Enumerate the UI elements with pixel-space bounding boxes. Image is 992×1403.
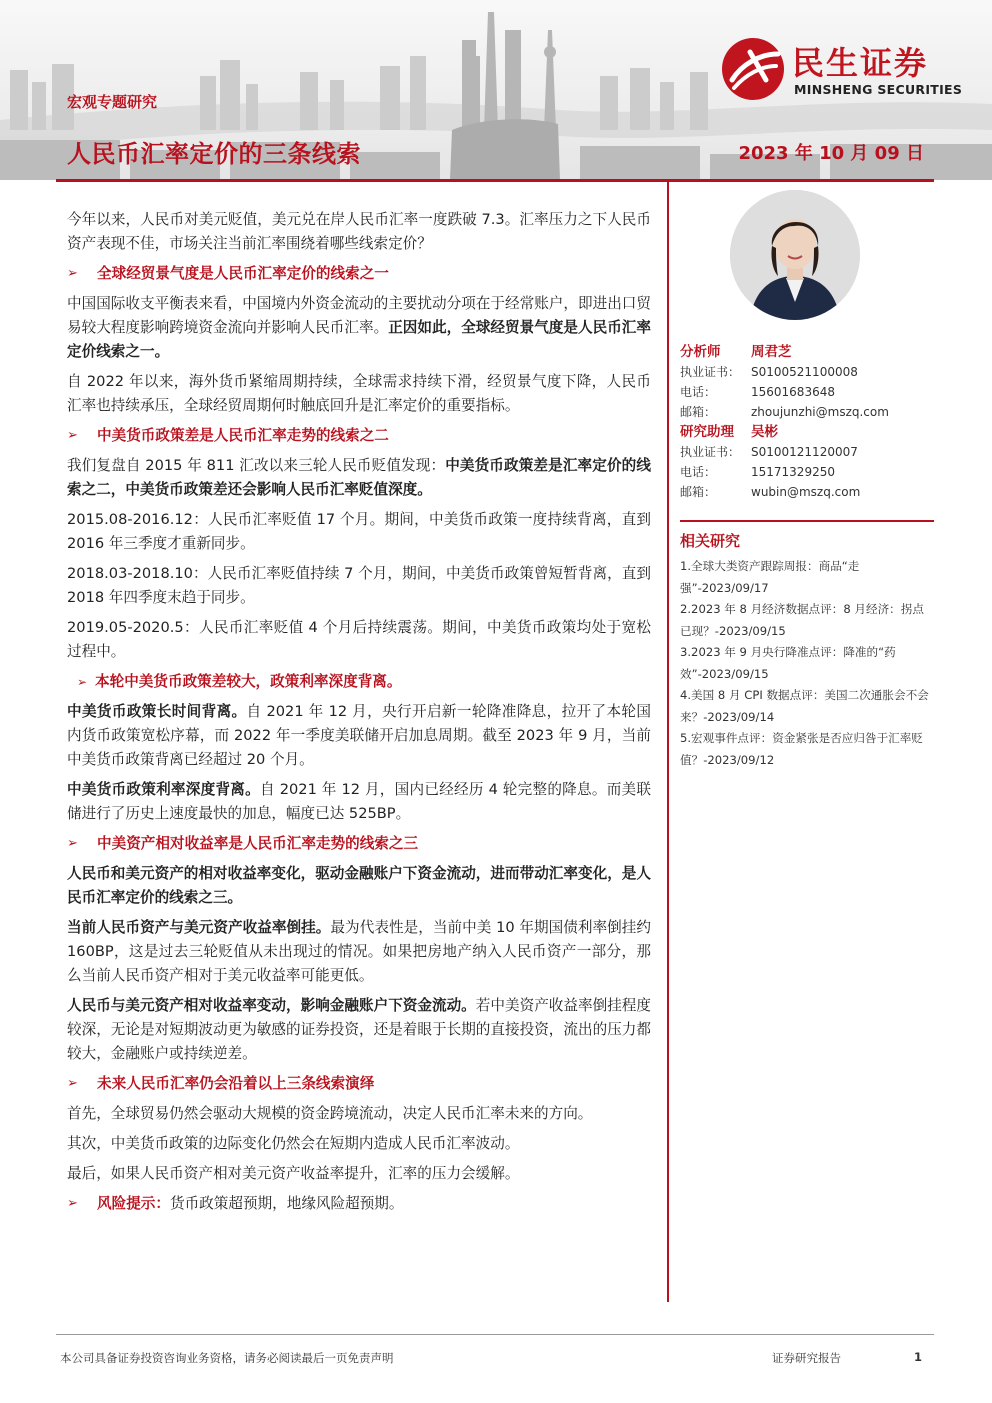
analyst-name: 吴彬 [751, 424, 778, 440]
body-paragraph [67, 292, 651, 364]
header-banner [0, 0, 992, 180]
body-text: 自 2021 年 12 月，央行开启新一轮降准降息，拉开了本轮国内货币政策宽松序幕，而 2022 年一季度美联储开启加息周期。截至 2023 年 9 月，当前中美货币政策背离已经超过 20 个月。 [67, 703, 651, 768]
subsection-heading [77, 670, 651, 694]
risk-text: 货币政策超预期，地缘风险超预期。 [169, 1195, 404, 1212]
bold-text: 当前人民币资产与美元资产收益率倒挂。 [67, 919, 331, 936]
risk-label: 风险提示： [97, 1195, 170, 1212]
body-text: 自 2021 年 12 月，国内已经经历 4 轮完整的降息。而美联储进行了历史上速度最快的加息，幅度已达 525BP。 [67, 781, 651, 822]
related-item[interactable]: 3.2023 年 9 月央行降准点评：降准的“药效”-2023/09/15 [680, 645, 896, 681]
page-number: 1 [914, 1350, 923, 1364]
cert-label: 执业证书： [680, 365, 741, 379]
section-heading-3 [67, 832, 651, 856]
report-date: 2023 年 10 月 09 日 [738, 143, 924, 164]
body-paragraph: 自 2022 年以来，海外货币紧缩周期持续，全球需求持续下滑，经贸景气度下降，人民币汇率也持续承压，全球经贸周期何时触底回升是汇率定价的重要指标。 [67, 373, 651, 414]
column-divider [667, 182, 669, 1302]
bold-text: 正因如此，全球经贸景气度是人民币汇率定价线索之一。 [67, 319, 651, 360]
arrow-bullet-icon: ➢ [67, 1196, 78, 1211]
intro-paragraph: 今年以来，人民币对美元贬值，美元兑在岸人民币汇率一度跌破 7.3。汇率压力之下人民币资产表现不佳，市场关注当前汇率围绕着哪些线索定价？ [67, 211, 651, 252]
section-title: 全球经贸景气度是人民币汇率定价的线索之一 [97, 265, 389, 282]
logo-emblem-icon [720, 36, 786, 102]
risk-warning [67, 1192, 651, 1216]
body-text: 若中美资产收益率倒挂程度较深，无论是对短期波动更为敏感的证券投资，还是着眼于长期的直接投资，流出的压力都较大，金融账户或持续逆差。 [67, 997, 651, 1062]
analyst-1-email [680, 402, 934, 422]
page-title: 人民币汇率定价的三条线索 [67, 140, 361, 168]
analyst-2-header [680, 422, 934, 442]
section-heading-4 [67, 1072, 651, 1096]
body-paragraph: 其次，中美货币政策的边际变化仍然会在短期内造成人民币汇率波动。 [67, 1135, 520, 1152]
arrow-bullet-icon: ➢ [67, 836, 78, 851]
body-paragraph [67, 994, 651, 1066]
body-text: 中国国际收支平衡表来看，中国境内外资金流动的主要扰动分项在于经常账户，即进出口贸易较大程度影响跨境资金流向并影响人民币汇率。 [67, 295, 651, 336]
analyst-photo [730, 190, 860, 320]
section-title: 未来人民币汇率仍会沿着以上三条线索演绎 [97, 1075, 375, 1092]
related-item[interactable]: 5.宏观事件点评：资金紧张是否应归咎于汇率贬值？-2023/09/12 [680, 731, 923, 767]
body-paragraph: 首先，全球贸易仍然会驱动大规模的资金跨境流动，决定人民币汇率未来的方向。 [67, 1105, 593, 1122]
email-label: 邮箱： [680, 405, 717, 419]
related-item[interactable]: 1.全球大类资产跟踪周报：商品“走强”-2023/09/17 [680, 559, 860, 595]
main-content [67, 208, 651, 1216]
brand-logo [720, 36, 980, 106]
related-title: 相关研究 [680, 532, 741, 550]
body-paragraph: 人民币和美元资产的相对收益率变化，驱动金融账户下资金流动，进而带动汇率变化，是人民币汇率定价的线索之三。 [67, 865, 651, 906]
body-paragraph: 2019.05-2020.5：人民币汇率贬值 4 个月后持续震荡。期间，中美货币政策均处于宽松过程中。 [67, 619, 651, 660]
body-paragraph [67, 454, 651, 502]
cert-value: S0100521100008 [751, 365, 858, 379]
brand-name-en: MINSHENG SECURITIES [794, 82, 963, 97]
related-item[interactable]: 4.美国 8 月 CPI 数据点评：美国二次通胀会不会来？-2023/09/14 [680, 688, 929, 724]
analyst-name: 周君芝 [751, 344, 792, 360]
section-heading-1 [67, 262, 651, 286]
phone-label: 电话： [680, 465, 717, 479]
report-category: 宏观专题研究 [67, 93, 158, 111]
body-paragraph [67, 916, 651, 988]
analyst-1-cert [680, 362, 934, 382]
arrow-bullet-icon: ➢ [67, 428, 78, 443]
body-paragraph: 2018.03-2018.10：人民币汇率贬值持续 7 个月，期间，中美货币政策曾短暂背离，直到 2018 年四季度末趋于同步。 [67, 565, 651, 606]
related-divider [680, 520, 934, 522]
brand-name-cn: 民生证券 [792, 44, 929, 82]
analyst-2-email [680, 482, 934, 502]
analyst-info [680, 342, 934, 502]
analyst-1-header [680, 342, 934, 362]
phone-value: 15171329250 [751, 465, 835, 479]
analyst-role: 研究助理 [680, 424, 734, 440]
bold-text: 中美货币政策利率深度背离。 [67, 781, 260, 798]
body-text: 我们复盘自 2015 年 811 汇改以来三轮人民币贬值发现： [67, 457, 446, 474]
cert-label: 执业证书： [680, 445, 741, 459]
related-item[interactable]: 2.2023 年 8 月经济数据点评：8 月经济：拐点已现？-2023/09/15 [680, 602, 924, 638]
header-divider [56, 179, 934, 182]
body-paragraph: 最后，如果人民币资产相对美元资产收益率提升，汇率的压力会缓解。 [67, 1165, 520, 1182]
analyst-2-cert [680, 442, 934, 462]
body-paragraph [67, 700, 651, 772]
section-heading-2 [67, 424, 651, 448]
section-title: 中美资产相对收益率是人民币汇率走势的线索之三 [97, 835, 419, 852]
analyst-portrait-image [730, 190, 860, 320]
arrow-bullet-icon: ➢ [67, 1076, 78, 1091]
cert-value: S0100121120007 [751, 445, 858, 459]
email-link[interactable]: wubin@mszq.com [751, 485, 861, 499]
body-paragraph: 2015.08-2016.12：人民币汇率贬值 17 个月。期间，中美货币政策一度持续背离，直到 2016 年三季度才重新同步。 [67, 511, 651, 552]
arrow-bullet-icon: ➢ [77, 675, 88, 689]
footer-divider [56, 1334, 934, 1335]
body-paragraph [67, 778, 651, 826]
phone-label: 电话： [680, 385, 717, 399]
subsection-title: 本轮中美货币政策差较大，政策利率深度背离。 [95, 673, 402, 690]
arrow-bullet-icon: ➢ [67, 266, 78, 281]
section-title: 中美货币政策差是人民币汇率走势的线索之二 [97, 427, 389, 444]
email-link[interactable]: zhoujunzhi@mszq.com [751, 405, 889, 419]
analyst-role: 分析师 [680, 344, 721, 360]
related-list [680, 556, 930, 771]
phone-value: 15601683648 [751, 385, 835, 399]
bold-text: 中美货币政策差是汇率定价的线索之二，中美货币政策差还会影响人民币汇率贬值深度。 [67, 457, 651, 498]
analyst-1-phone [680, 382, 934, 402]
body-text: 最为代表性是，当前中美 10 年期国债利率倒挂约 160BP，这是过去三轮贬值从未出现过的情况。如果把房地产纳入人民币资产一部分，那么当前人民币资产相对于美元收益率可能更低。 [67, 919, 651, 984]
email-label: 邮箱： [680, 485, 717, 499]
footer-disclaimer: 本公司具备证券投资咨询业务资格，请务必阅读最后一页免责声明 [60, 1351, 394, 1365]
footer-doc-type: 证券研究报告 [772, 1351, 841, 1365]
bold-text: 中美货币政策长时间背离。 [67, 703, 247, 720]
bold-text: 人民币与美元资产相对收益率变动，影响金融账户下资金流动。 [67, 997, 476, 1014]
analyst-2-phone [680, 462, 934, 482]
